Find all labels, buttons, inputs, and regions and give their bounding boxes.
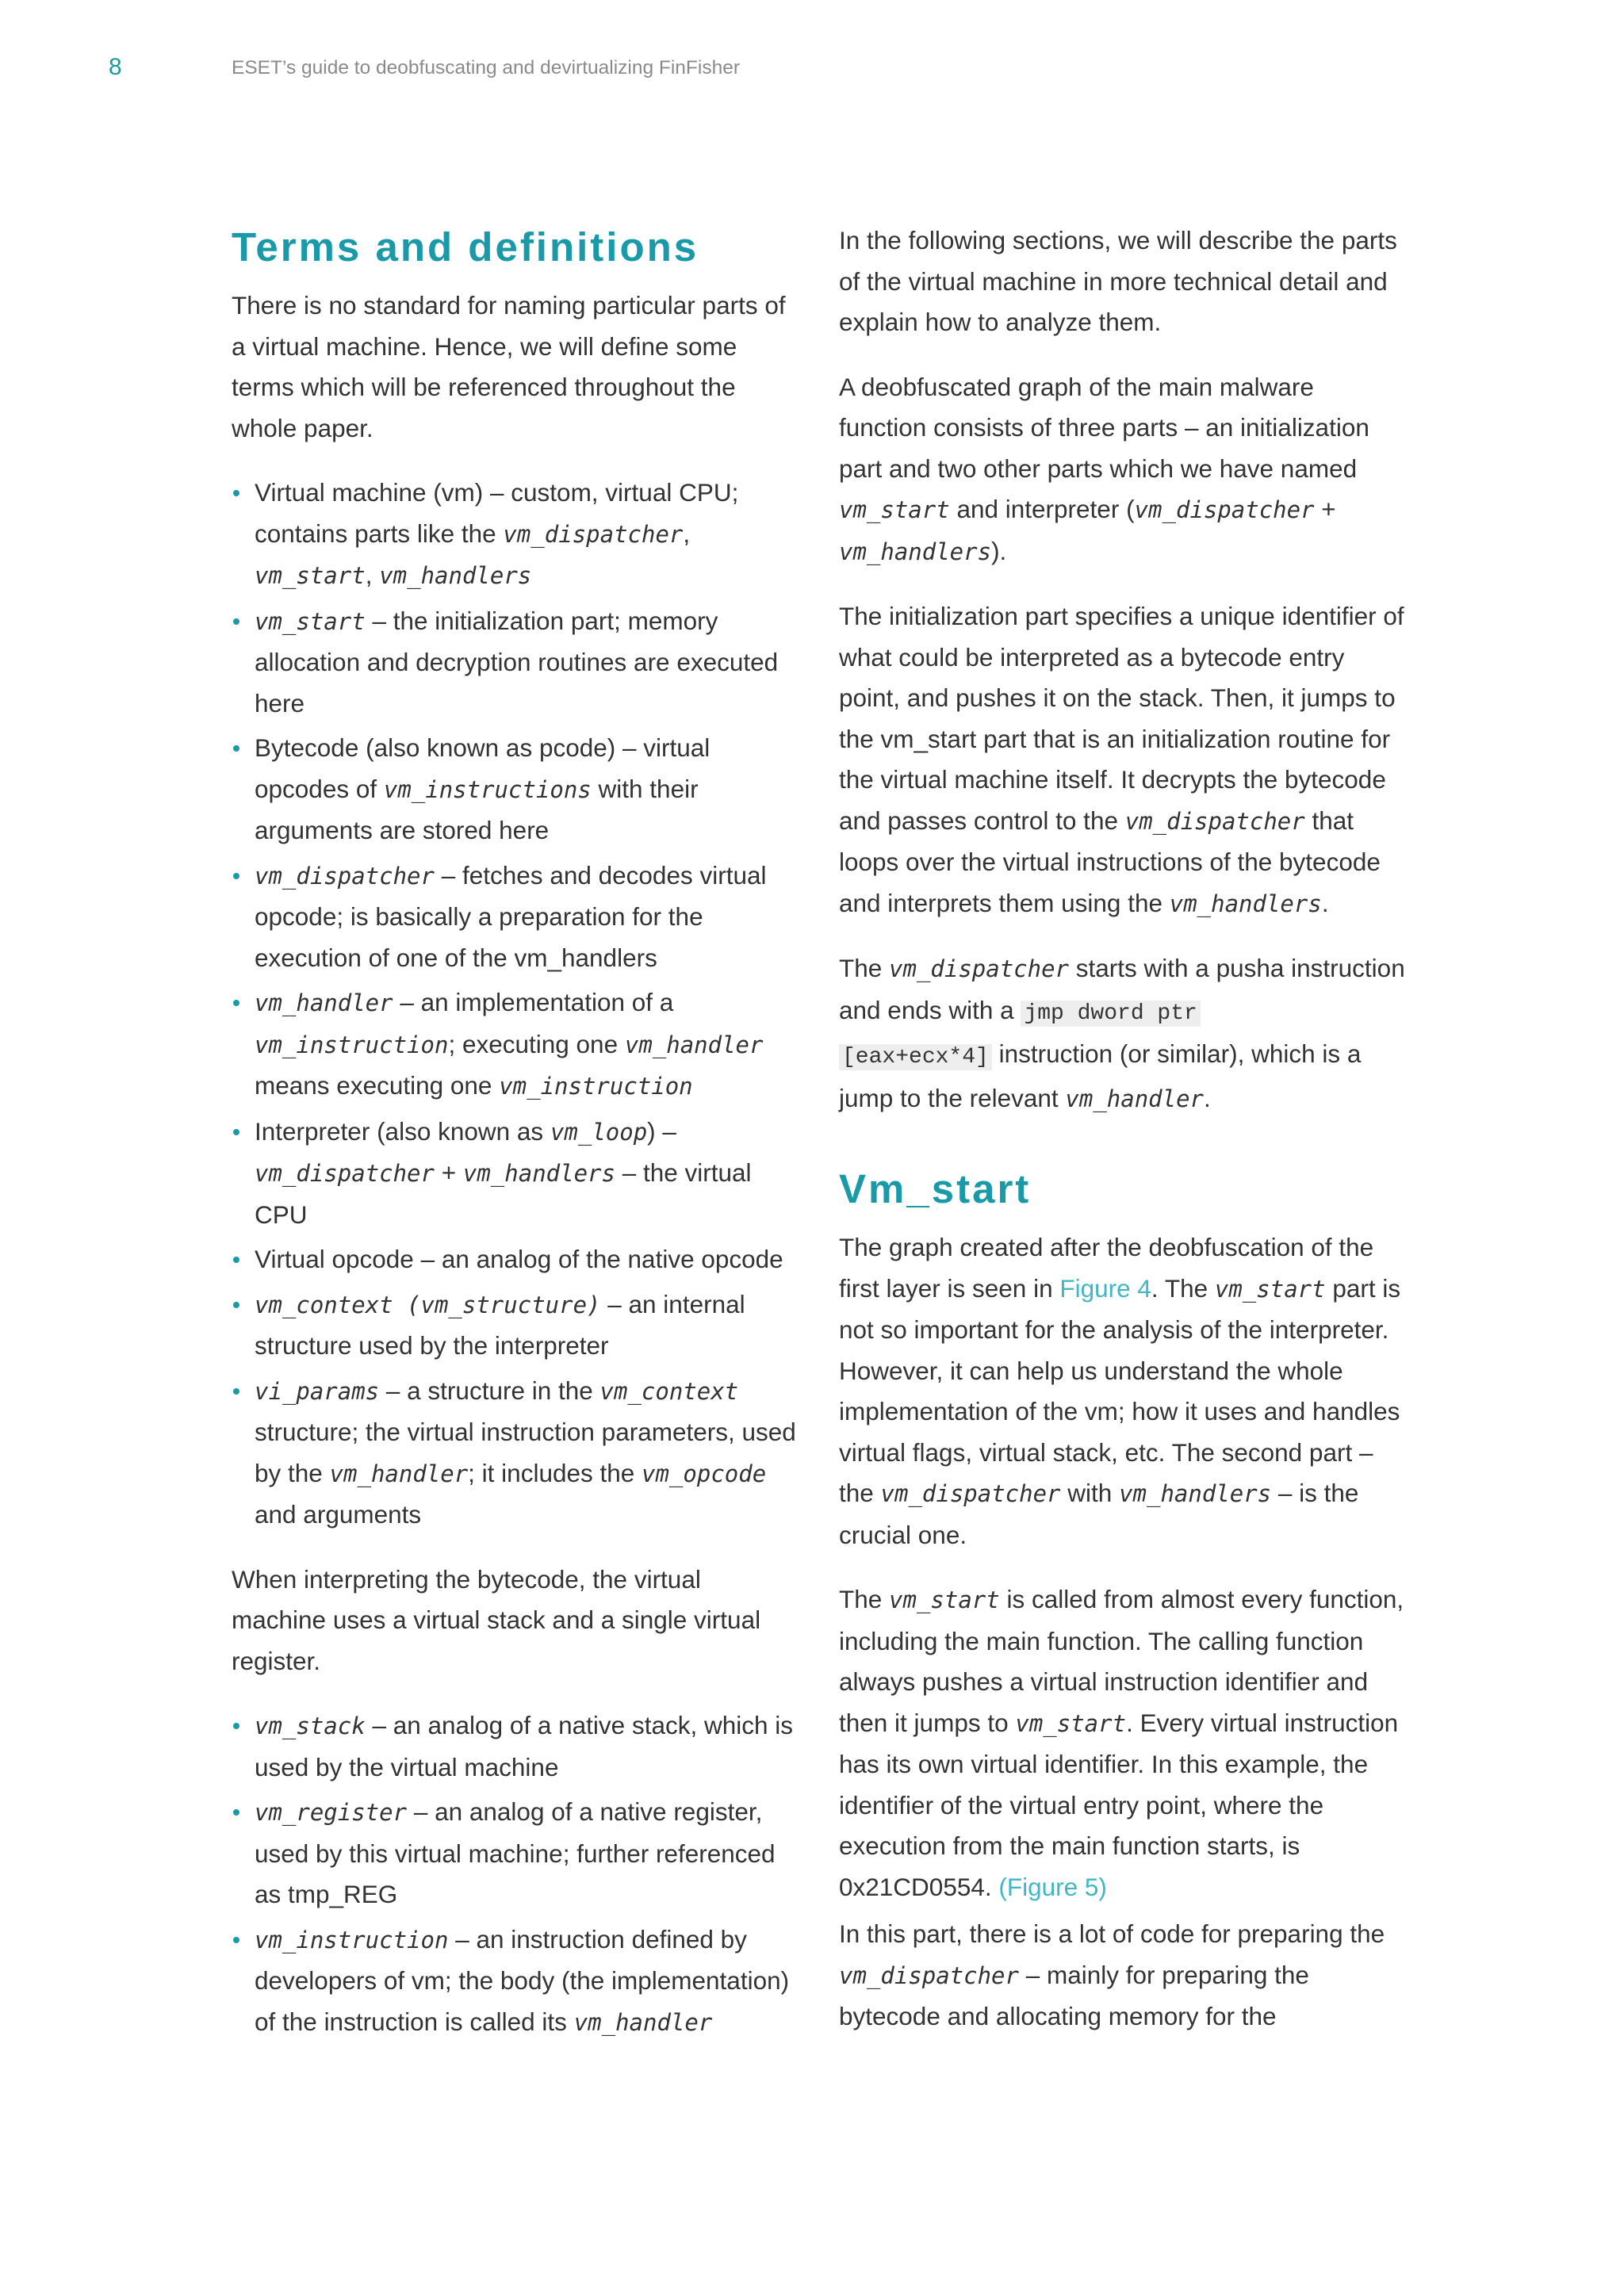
text: + [1314,495,1336,523]
term-text: – the initialization part; memory allocation and decryption routines are executed here [255,606,779,718]
term-name: vm_context [599,1377,739,1405]
page-number: 8 [109,54,122,80]
paragraph-called [839,1579,1406,1908]
term-name: vm_dispatcher [1134,496,1315,523]
list-item [232,1919,799,2044]
term-name: vm_dispatcher [1124,807,1305,835]
running-header: ESET’s guide to deobfuscating and devirtualizing FinFisher [232,57,740,78]
term-text: structure; the virtual instruction parameters, used by the [255,1418,796,1487]
text: and interpreter ( [949,495,1135,523]
term-name: vm_handlers [1119,1480,1272,1507]
text: part is not so important for the analysis of the interpreter. However, it can help us understand the whole implementation of the vm; how it uses and handles virtual flags, virtual stack, etc. The second part – the [839,1273,1401,1507]
term-name: vm_dispatcher [880,1480,1061,1507]
term-name: vm_start [889,1586,1000,1613]
right-column [839,220,1406,2061]
term-text: – an instruction defined by developers of vm; the body (the implementation) of the instruction is called its [255,1924,790,2036]
term-name: vm_dispatcher [889,955,1070,982]
list-item [232,1371,799,1536]
term-text: – the virtual CPU [255,1158,752,1229]
term-name: vm_handlers [462,1160,615,1187]
text: A deobfuscated graph of the main malware function consists of three parts – an initialization part and two other parts which we have named [839,372,1369,483]
virtual-stack-paragraph: When interpreting the bytecode, the virtual machine uses a virtual stack and a single virtual register. [232,1564,761,1675]
list-item [232,1792,799,1915]
term-text: – an internal structure used by the interpreter [255,1289,745,1360]
term-name: vm_start [1015,1709,1127,1737]
text: In this part, there is a lot of code for preparing the [839,1919,1385,1948]
term-name: vm_stack [255,1712,366,1739]
term-name: vm_dispatcher [255,1160,435,1187]
term-name: vm_handlers [1169,890,1322,917]
list-item [232,601,799,725]
left-column [232,220,799,2067]
section-heading-terms: Terms and definitions [232,224,699,270]
term-text: with their arguments are stored here [255,774,699,844]
term-name: vm_dispatcher [503,520,684,548]
text: ). [991,536,1007,565]
term-text: – a structure in the [379,1376,600,1405]
list-item [232,473,799,597]
text: . The [1151,1273,1215,1303]
text: The [839,954,890,982]
term-name: vm_handler [624,1031,764,1058]
term-name: vm_start [839,496,950,523]
term-text: ; executing one [448,1029,625,1058]
text: that loops over the virtual instructions of the bytecode and interprets them using the [839,806,1381,917]
term-text: , [683,519,691,548]
terms-list [232,473,799,1536]
term-text: , [365,561,380,589]
term-name: vm_handler [573,2008,713,2036]
term-name: vm_instructions [383,775,592,803]
figure-4-link[interactable]: Figure 4 [1059,1273,1151,1303]
term-name: vi_params [255,1377,380,1405]
paragraph-preparing [839,1914,1406,2038]
text: – mainly for preparing the bytecode and allocating memory for the [839,1960,1309,2030]
section-heading-vm-start: Vm_start [839,1166,1032,1211]
list-item [232,1284,799,1367]
paragraph-graph-parts [839,367,1406,573]
list-item [232,1239,799,1280]
inline-code: [eax+ecx*4] [839,1044,992,1070]
term-name: vm_register [255,1799,408,1826]
text: . [1321,888,1329,917]
term-name: vm_instruction [255,1031,449,1058]
term-name: vm_start [255,562,366,589]
term-name: vm_loop [550,1118,648,1146]
text: The initialization part specifies a unique identifier of what could be interpreted as a bytecode entry point, and pushes it on the stack. Then, it jumps to the vm_start part that is an initialization routine for the virtual machine itself. It decrypts the bytecode and passes control to the [839,602,1404,835]
term-name: vm_instruction [499,1073,693,1100]
text: . [1204,1083,1211,1112]
text: – is the crucial one. [839,1479,1359,1549]
term-text: and arguments [255,1500,422,1529]
intro-paragraph: There is no standard for naming particular parts of a virtual machine. Hence, we will define some terms which will be referenced throughout the whole paper. [232,291,786,442]
term-name: vm_dispatcher [255,862,435,890]
paragraph-graph [839,1227,1406,1556]
list-item [232,728,799,851]
term-name: vm_handler [329,1460,469,1487]
term-name: vm_context (vm_structure) [255,1291,601,1318]
text: is called from almost every function, including the main function. The calling function always pushes a virtual instruction identifier and then it jumps to [839,1585,1404,1737]
list-item [232,1705,799,1788]
term-name: vm_start [1214,1275,1326,1303]
term-text: – fetches and decodes virtual opcode; is basically a preparation for the execution of one of the vm_handlers [255,860,767,972]
term-name: vm_handler [255,989,393,1016]
paragraph-initialization [839,596,1406,924]
term-text: ; it includes the [468,1458,642,1487]
term-name: vm_opcode [642,1460,767,1487]
term-text: means executing one [255,1071,500,1100]
list-item [232,1112,799,1236]
figure-5-link[interactable]: (Figure 5) [998,1872,1107,1901]
term-text: – an analog of a native register, used by this virtual machine; further referenced as tmp_REG [255,1797,776,1908]
paragraph-sections: In the following sections, we will describe the parts of the virtual machine in more technical detail and explain how to analyze them. [839,226,1397,336]
term-text: Interpreter (also known as [255,1116,550,1146]
terms-list-2 [232,1705,799,2043]
paragraph-dispatcher [839,948,1406,1119]
text: . Every virtual instruction has its own virtual identifier. In this example, the identifier of the virtual entry point, where the execution from the main function starts, is 0x21CD0554. [839,1708,1399,1901]
text: instruction (or similar), which is a jump to the relevant [839,1039,1362,1112]
inline-code: jmp dword ptr [1021,1001,1200,1027]
list-item [232,982,799,1108]
term-name: vm_handler [1065,1085,1205,1112]
text: The [839,1585,890,1613]
term-text: – an implementation of a [393,988,674,1016]
term-text: ) – [647,1116,676,1146]
term-name: vm_instruction [255,1926,449,1954]
term-text: + [434,1158,463,1187]
term-text: – an analog of a native stack, which is used by the virtual machine [255,1711,794,1781]
term-name: vm_handlers [839,538,992,565]
term-text: Virtual opcode – an analog of the native opcode [255,1245,783,1273]
text: The graph created after the deobfuscation of the first layer is seen in [839,1233,1374,1303]
term-text: Virtual machine (vm) – custom, virtual CPU; contains parts like the [255,478,739,548]
text: with [1060,1479,1120,1507]
term-name: vm_start [255,607,366,635]
text: starts with a pusha instruction and ends with a [839,954,1405,1024]
list-item [232,855,799,979]
term-name: vm_handlers [379,562,532,589]
term-text: Bytecode (also known as pcode) – virtual opcodes of [255,733,710,803]
term-name: vm_dispatcher [839,1961,1019,1989]
